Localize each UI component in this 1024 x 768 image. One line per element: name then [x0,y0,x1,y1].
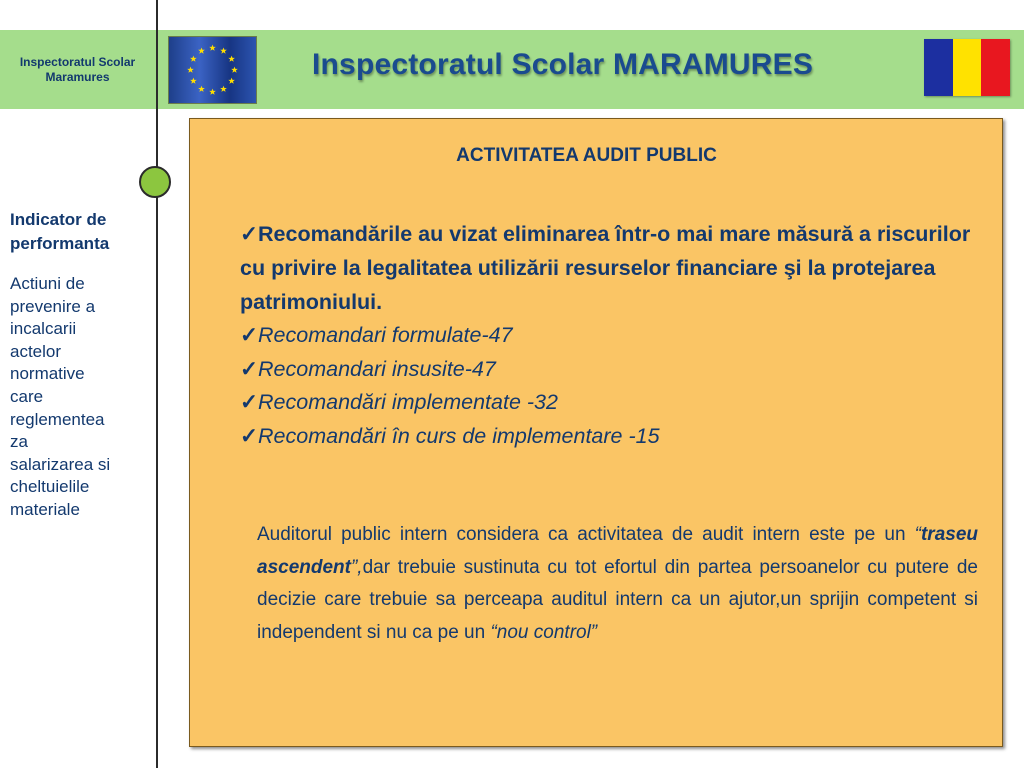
paragraph-ending: “nou control” [490,621,598,643]
indicator-description-line: cheltuielile [10,477,90,497]
indicator-description-line: actelor [10,341,62,361]
check-icon: ✓ [240,390,259,414]
quote-close: ”, [350,556,363,578]
vertical-divider [156,0,158,768]
indicator-description-line: reglementea [10,409,105,429]
org-badge-line2: Maramures [45,69,110,84]
item-text: Recomandări în curs de implementare -15 [258,423,660,448]
content-panel [189,118,1003,747]
paragraph-part1: Auditorul public intern considera ca activitatea de audit intern este pe un [257,524,915,545]
item-text: Recomandari formulate-47 [258,323,513,347]
romania-flag-icon [924,39,1010,96]
paragraph-emphasis: traseu ascendent [257,524,978,578]
page-title: Inspectoratul Scolar MARAMURES [312,48,814,81]
list-item [240,353,980,387]
panel-title: ACTIVITATEA AUDIT PUBLIC [456,145,717,166]
check-icon: ✓ [240,323,259,347]
flag-stripe-yellow [953,39,982,96]
indicator-description [10,273,150,522]
list-item [240,319,980,353]
list-item [240,420,980,454]
timeline-dot [139,166,171,198]
check-icon: ✓ [240,222,259,246]
paragraph-part2: dar trebuie sustinuta cu tot efortul din partea persoanelor cu putere de decizie care trebuie sa perceapa auditul intern ca un ajutor,un sprijin competent si independent si nu ca pe un [257,556,978,643]
recommendation-list [240,217,980,453]
quote-open: “ [914,524,921,545]
flag-stripe-red [981,39,1010,96]
indicator-description-line: incalcarii [10,319,77,339]
check-icon: ✓ [240,356,259,381]
eu-flag-icon [168,36,257,104]
indicator-description-line: materiale [10,499,80,519]
indicator-description-line: za [10,432,28,452]
flag-stripe-blue [924,39,953,96]
indicator-description-line: Actiuni de [10,274,85,293]
conclusion-paragraph [257,519,978,649]
item-text: Recomandari insusite-47 [258,356,496,381]
indicator-description-line: prevenire a [10,296,96,316]
org-badge-line1: Inspectoratul Scolar [19,54,136,69]
list-item-lead [240,217,980,319]
indicator-description-line: care [10,386,44,406]
check-icon: ✓ [240,423,259,448]
item-text: Recomandări implementate -32 [258,390,558,414]
indicator-description-line: salarizarea si [10,454,111,474]
org-badge [0,30,155,109]
indicator-heading: Indicator de performanta [10,210,110,253]
list-item [240,386,980,420]
indicator-description-line: normative [10,364,85,384]
lead-text: Recomandările au vizat eliminarea într-o mai mare măsură a riscurilor cu privire la legalitatea utilizării resurselor financiare şi la protejarea patrimoniului. [240,222,971,314]
